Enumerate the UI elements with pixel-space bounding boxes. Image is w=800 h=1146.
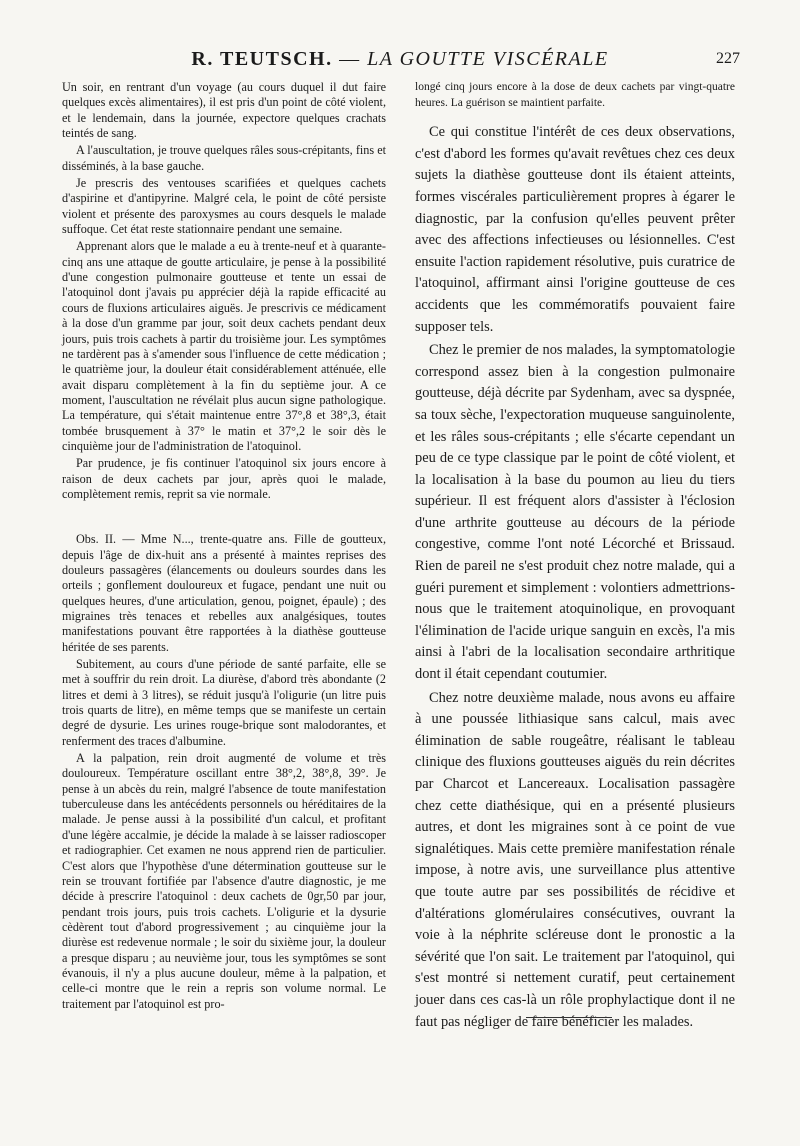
running-title bbox=[60, 48, 740, 71]
left-column bbox=[62, 80, 386, 1014]
continued-paragraph: longé cinq jours encore à la dose de deux cachets par vingt-quatre heures. La guérison se maintient parfaite. bbox=[415, 81, 735, 109]
observation-heading-paragraph: Obs. II. — Mme N..., trente-quatre ans. Fille de goutteux, depuis l'âge de dix-huit ans a présenté à maintes reprises des douleurs passagères (élancements ou douleurs sourdes dans les orteils ; gonflement douloureux et fugace, pendant une nuit ou quelques heures, d'une articulation, genou, poignet, épaule) ; des migraines très tenaces et rebelles aux analgésiques, toutes manifestations pouvant être rapportées à la diathèse goutteuse héritée de ses parents. bbox=[62, 532, 386, 654]
paragraph: Je prescris des ventouses scarifiées et quelques cachets d'aspirine et d'antipyrine. Malgré cela, le point de côté persiste violent et présente des paroxysmes au cours desquels le malade suffoque. Cet état reste stationnaire pendant une semaine. bbox=[62, 176, 386, 237]
paragraph: Ce qui constitue l'intérêt de ces deux observations, c'est d'abord les formes qu'avait revêtues chez ces deux sujets la diathèse goutteuse dont ils étaient atteints, formes viscérales particulièrement propres à égarer le diagnostic, par la confusion qu'elles peuvent prêter avec des affections infectieuses ou lésionnelles. C'est ensuite l'action rapidement résolutive, puis curatrice de l'atoquinol, affirmant ainsi l'origine goutteuse de ces accidents que les commémoratifs pouvaient faire supposer tels. bbox=[415, 124, 735, 335]
paragraph: Un soir, en rentrant d'un voyage (au cours duquel il dut faire quelques excès alimentaires), il est pris d'un point de côté violent, et le lendemain, dans la journée, expectore quelques crachats teintés de sang. bbox=[62, 80, 386, 141]
page-number: 227 bbox=[716, 50, 740, 67]
right-column bbox=[415, 80, 735, 1035]
paragraph: Apprenant alors que le malade a eu à trente-neuf et à quarante-cinq ans une attaque de goutte articulaire, je pense à la possibilité d'une congestion pulmonaire goutteuse et tente un essai de l'atoquinol dont j'avais pu apprécier déjà la rapide efficacité au cours de fluxions articulaires aiguës. Je prescrivis ce médicament à la dose d'un gramme par jour, soit deux cachets pendant deux jours, puis trois cachets à partir du troisième jour. Les symptômes ne tardèrent pas à s'amender sous l'influence de cette médication ; le quatrième jour, la douleur était considérablement atténuée, elle avait disparu complètement à la fin du septième jour. A ce moment, l'auscultation ne révélait plus aucun signe pathologique. La température, qui s'était maintenue entre 37°,8 et 38°,3, était tombée brusquement à 37° le matin et 37°,2 le soir dès le cinquième jour de l'administration de l'atoquinol. bbox=[62, 239, 386, 453]
section-gap bbox=[62, 504, 386, 532]
header-dash: — bbox=[332, 48, 368, 70]
paragraph: Subitement, au cours d'une période de santé parfaite, elle se met à souffrir du rein droit. La diurèse, d'abord très abondante (2 litres et demi à 3 litres), se réduit jusqu'à l'oligurie (un litre puis trois quarts de litre), en même temps que se manifeste un certain degré de dysurie. Les urines rouge-brique sont malodorantes, et renferment des traces d'albumine. bbox=[62, 657, 386, 748]
paragraph: Par prudence, je fis continuer l'atoquinol six jours encore à raison de deux cachets par jour, après quoi le malade, complètement remis, reprit sa vie normale. bbox=[62, 456, 386, 501]
paragraph: Chez notre deuxième malade, nous avons eu affaire à une poussée lithiasique sans calcul, mais avec élimination de sable rougeâtre, réalisant le tableau clinique des fluxions goutteuses aiguës du rein décrites par Charcot et Lancereaux. Localisation passagère chez cette diathésique, qui en a présenté plusieurs autres, et dont les migraines sont à ce point de vue signalétiques. Mais cette première manifestation rénale impose, à notre avis, une surveillance plus attentive que toute autre par ses possibilités de récidive et d'altérations glomérulaires consécutives, ouvrant la voie à la néphrite scléreuse dont le pronostic a la sévérité que l'on sait. Le traitement par l'atoquinol, qui s'est montré si nettement curatif, peut certainement jouer dans ces cas-là un rôle prophylactique dont il ne faut pas négliger de faire bénéficier les malades. bbox=[415, 689, 735, 1030]
paragraph: A l'auscultation, je trouve quelques râles sous-crépitants, fins et disséminés, à la base gauche. bbox=[62, 143, 386, 173]
running-header bbox=[60, 46, 740, 76]
paragraph: Chez le premier de nos malades, la symptomatologie correspond assez bien à la congestion pulmonaire goutteuse, déjà décrite par Sydenham, avec sa dyspnée, sa toux sèche, l'expectoration muqueuse sanguinolente, et les râles sous-crépitants ; elle s'écarte cependant un peu de ce type classique par le point de côté violent, et la localisation à la base du poumon au lieu du tiers supérieur. Il est fréquent alors d'assister à l'éclosion d'une arthrite goutteuse au décours de la période congestive, comme l'ont noté Lécorché et Brissaud. Rien de pareil ne s'est produit chez notre malade, qui a guéri purement et simplement : volontiers admettrions-nous que le traitement atoquinolique, en provoquant l'élimination de l'acide urique sanguin en excès, l'a mis ainsi à l'abri de la localisation secondaire arthritique dont il était cependant coutumier. bbox=[415, 342, 735, 683]
end-rule bbox=[526, 1017, 612, 1018]
paragraph: A la palpation, rein droit augmenté de volume et très douloureux. Température oscillant entre 38°,2, 38°,8, 39°. Je pense à un abcès du rein, malgré l'absence de toute manifestation tuberculeuse dans les antécédents personnels ou héréditaires de la malade. Je pense aussi à la possibilité d'un calcul, et profitant d'une légère accalmie, je décide la malade à se laisser radioscoper et radiographier. Cet examen ne nous apprend rien de particulier. C'est alors que l'hypothèse d'une détermination goutteuse sur le rein se trouvant fortifiée par l'absence d'autre diagnostic, je me décide à prescrire l'atoquinol : deux cachets de 0gr,50 par jour, pendant trois jours, puis trois cachets. L'oligurie et la dysurie cèdèrent tout d'abord progressivement ; au cinquième jour la diurèse est redevenue normale ; le soir du sixième jour, la douleur a presque disparu ; au neuvième jour, tous les symptômes se sont évanouis, il n'y a plus aucune douleur, même à la palpation, et celle-ci montre que le rein a repris son volume normal. Le traitement par l'atoquinol est pro- bbox=[62, 751, 386, 1011]
header-subject: LA GOUTTE VISCÉRALE bbox=[367, 48, 609, 70]
header-author: R. TEUTSCH. bbox=[191, 48, 333, 70]
